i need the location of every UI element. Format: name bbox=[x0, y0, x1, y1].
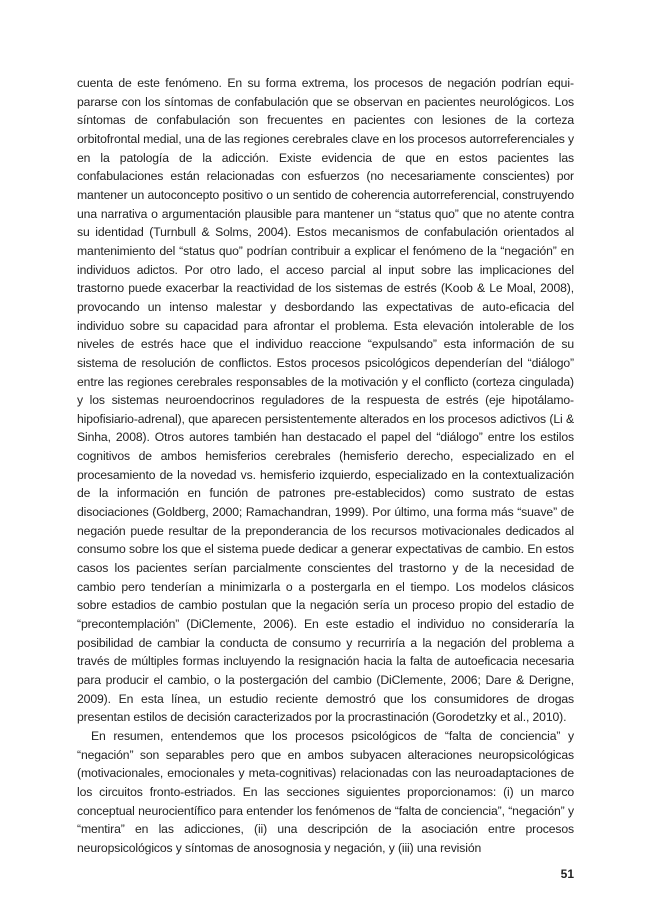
paragraph-2: En resumen, entendemos que los procesos psicológicos de “falta de conciencia” y “negación” son separables pero que en ambos subyacen alteraciones neuropsicológicas (motivacionales, emocionales y meta-cognitivas) relacionadas con las neuroadaptaciones de los circuitos fronto-estriados. En las secciones siguientes proporcionamos: (i) un marco conceptual neurocientífico para entender los fenómenos de “falta de conciencia”, “negación” y “mentira” en las adicciones, (ii) una descripción de la asociación entre procesos neuropsicológicos y síntomas de anosognosia y negación, y (iii) una revisión bbox=[77, 728, 574, 855]
page-number: 51 bbox=[560, 867, 574, 881]
page-body bbox=[77, 74, 574, 858]
paragraph-1: cuenta de este fenómeno. En su forma extrema, los procesos de negación podrían equipararse con los síntomas de confabulación que se observan en pacientes neurológicos. Los síntomas de confabulación son frecuentes en pacientes con lesiones de la corteza orbitofrontal medial, una de las regiones cerebrales clave en los procesos autorreferenciales y en la patología de la adicción. Existe evidencia de que en estos pacientes las confabulaciones están relacionadas con esfuerzos (no necesariamente conscientes) por mantener un autoconcepto positivo o un sentido de coherencia autorreferencial, construyendo una narrativa o argumentación plausible para mantener un “status quo” que no atente contra su identidad (Turnbull & Solms, 2004). Estos mecanismos de confabulación orientados al mantenimiento del “status quo” podrían contribuir a explicar el fenómeno de la “negación” en individuos adictos. Por otro lado, el acceso parcial al input sobre las implicaciones del trastorno puede exacerbar la reactividad de los sistemas de estrés (Koob & Le Moal, 2008), provocando un intenso malestar y desbordando las expectativas de auto-eficacia del individuo sobre su capacidad para afrontar el problema. Esta elevación intolerable de los niveles de estrés hace que el individuo reaccione “expulsando” esta información de su sistema de resolución de conflictos. Estos procesos psicológicos dependerían del “diálogo” entre las regiones cerebrales responsables de la motivación y el conflicto (corteza cingulada) y los sistemas neuroendocrinos reguladores de la respuesta de estrés (eje hipotálamo-hipofisiario-adrenal), que aparecen persistentemente alterados en los procesos adictivos (Li & Sinha, 2008). Otros autores también han destacado el papel del “diálogo” entre los estilos cognitivos de ambos hemisferios cerebrales (hemisferio derecho, especializado en el procesamiento de la novedad vs. hemisferio izquierdo, especializado en la contextualización de la información en función de patrones pre-establecidos) como sustrato de estas disociaciones (Goldberg, 2000; Ramachandran, 1999). Por último, una forma más “suave” de negación puede resultar de la preponderancia de los recursos motivacionales dedicados al consumo sobre los que el sistema puede dedicar a generar expectativas de cambio. En estos casos los pacientes serían parcialmente conscientes del trastorno y de la necesidad de cambio pero tenderían a minimizarla o a postergarla en el tiempo. Los modelos clásicos sobre estadios de cambio postulan que la negación sería un proceso propio del estadio de “precontemplación” (DiClemente, 2006). En este estadio el individuo no consideraría la posibilidad de cambiar la conducta de consumo y recurriría a la negación del problema a través de múltiples formas incluyendo la resignación hacia la falta de autoeficacia necesaria para producir el cambio, o la postergación del cambio (DiClemente, 2006; Dare & Derigne, 2009). En esta línea, un estudio reciente demostró que los consumidores de drogas presentan estilos de decisión caracterizados por la procrastinación (Gorodetzky et al., 2010). bbox=[77, 76, 574, 725]
